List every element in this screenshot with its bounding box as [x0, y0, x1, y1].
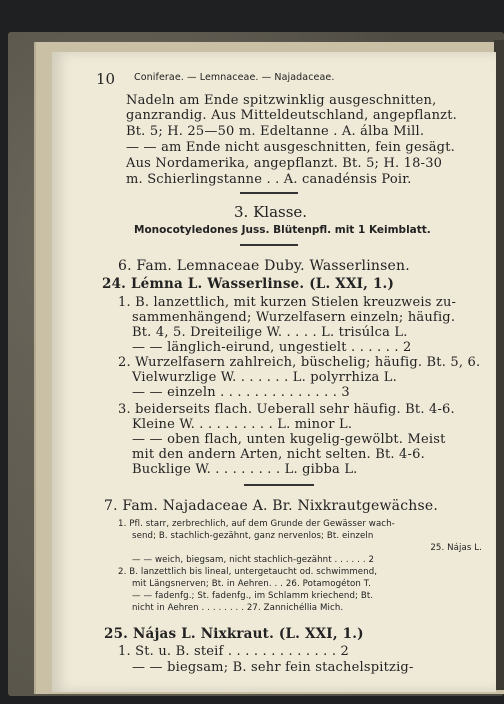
- key-line: Bt. 4, 5. Dreiteilige W. . . . . L. trisúlca L.: [132, 325, 408, 340]
- key-line: Kleine W. . . . . . . . . . L. minor L.: [132, 417, 353, 432]
- key-line: — — weich, biegsam, nicht stachlich-gezähnt . . . . . . 2: [132, 555, 375, 565]
- book-page: [52, 52, 496, 692]
- key-line: 25. Nájas L.: [430, 543, 482, 553]
- class-subtitle: Monocotyledones Juss. Blütenpfl. mit 1 Keimblatt.: [134, 224, 431, 236]
- divider: [240, 244, 298, 246]
- key-line: 3. beiderseits flach. Ueberall sehr häufig. Bt. 4-6.: [118, 402, 455, 417]
- key-line: — — fadenfg.; St. fadenfg., im Schlamm kriechend; Bt.: [132, 591, 374, 601]
- key-line: 1. B. lanzettlich, mit kurzen Stielen kreuzweis zu-: [118, 295, 457, 310]
- text-line: Bt. 5; H. 25—50 m. Edeltanne . A. álba Mill.: [126, 124, 425, 139]
- key-line: 2. Wurzelfasern zahlreich, büschelig; häufig. Bt. 5, 6.: [118, 355, 481, 370]
- divider: [240, 192, 298, 194]
- genus-heading: 25. Nájas L. Nixkraut. (L. XXI, 1.): [104, 626, 364, 642]
- key-line: 2. B. lanzettlich bis lineal, untergetaucht od. schwimmend,: [118, 567, 378, 577]
- family-heading: 7. Fam. Najadaceae A. Br. Nixkrautgewächse.: [104, 498, 438, 514]
- family-heading: 6. Fam. Lemnaceae Duby. Wasserlinsen.: [118, 258, 410, 274]
- key-line: Bucklige W. . . . . . . . . L. gibba L.: [132, 462, 358, 477]
- key-line: — — biegsam; B. sehr fein stachelspitzig-: [132, 660, 414, 675]
- key-line: sammenhängend; Wurzelfasern einzeln; häufig.: [132, 310, 456, 325]
- key-line: — — länglich-eirund, ungestielt . . . . . . 2: [132, 340, 412, 355]
- page-number: 10: [96, 70, 116, 88]
- key-line: — — einzeln . . . . . . . . . . . . . . 3: [132, 385, 350, 400]
- text-line: — — am Ende nicht ausgeschnitten, fein gesägt.: [126, 140, 455, 155]
- key-line: — — oben flach, unten kugelig-gewölbt. Meist: [132, 432, 446, 447]
- class-heading: 3. Klasse.: [234, 203, 308, 221]
- key-line: 1. St. u. B. steif . . . . . . . . . . . . . 2: [118, 644, 349, 659]
- genus-heading: 24. Lémna L. Wasserlinse. (L. XXI, 1.): [102, 276, 395, 292]
- key-line: mit Längsnerven; Bt. in Aehren. . . 26. Potamogéton T.: [132, 579, 371, 589]
- key-line: mit den andern Arten, nicht selten. Bt. 4-6.: [132, 447, 425, 462]
- divider: [244, 484, 314, 486]
- text-line: m. Schierlingstanne . . A. canadénsis Poir.: [126, 172, 412, 187]
- key-line: 1. Pfl. starr, zerbrechlich, auf dem Grunde der Gewässer wach-: [118, 519, 395, 529]
- text-line: Aus Nordamerika, angepflanzt. Bt. 5; H. 18-30: [126, 156, 443, 171]
- text-line: Nadeln am Ende spitzwinklig ausgeschnitten,: [126, 93, 437, 108]
- key-line: nicht in Aehren . . . . . . . . 27. Zannichéllia Mich.: [132, 603, 344, 613]
- text-line: ganzrandig. Aus Mitteldeutschland, angepflanzt.: [126, 108, 457, 123]
- running-title: Coniferae. — Lemnaceae. — Najadaceae.: [134, 72, 335, 83]
- key-line: Vielwurzlige W. . . . . . . L. polyrrhiza L.: [132, 370, 397, 385]
- key-line: send; B. stachlich-gezähnt, ganz nervenlos; Bt. einzeln: [132, 531, 374, 541]
